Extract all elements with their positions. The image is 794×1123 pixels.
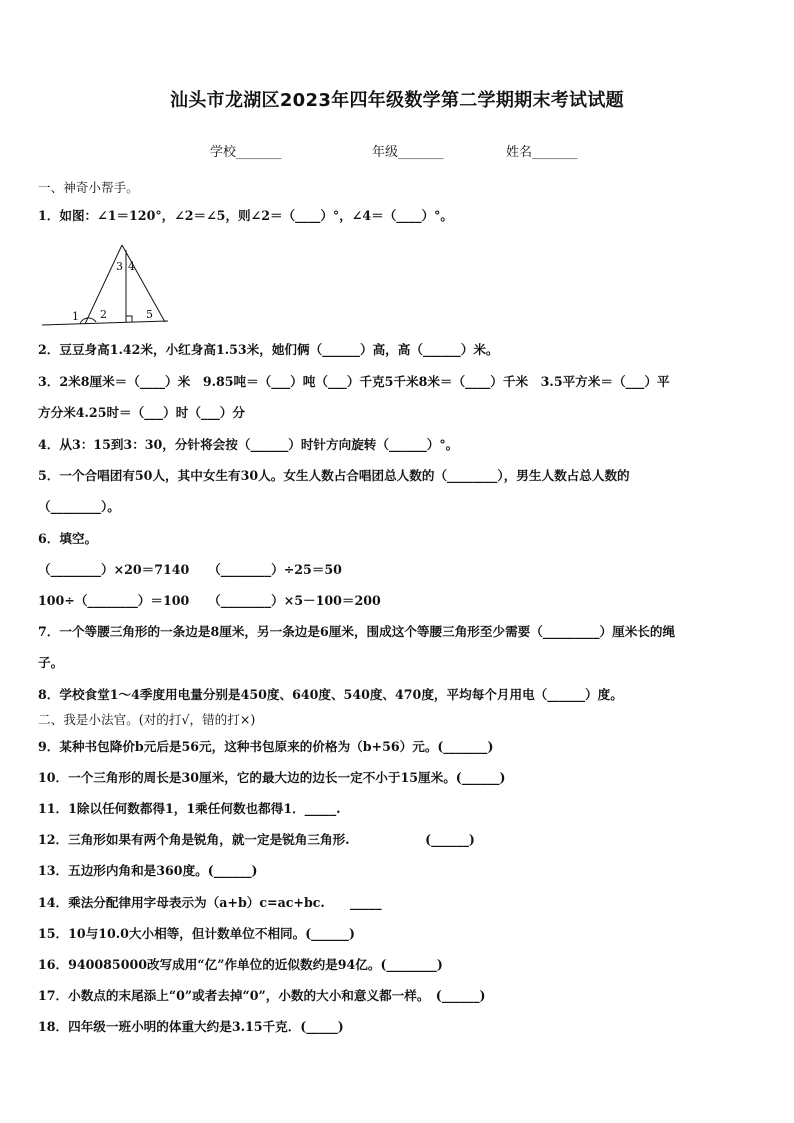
question-18: 18．四年级一班小明的体重大约是3.15千克．(_____) xyxy=(38,1019,344,1034)
question-6-row1: （________）×20＝7140 （________）÷25＝50 xyxy=(38,562,342,577)
question-10: 10．一个三角形的周长是30厘米，它的最大边的边长一定不小于15厘米。(______) xyxy=(38,770,506,785)
triangle-figure xyxy=(40,240,170,330)
exam-title: 汕头市龙湖区2023年四年级数学第二学期期末考试试题 xyxy=(170,90,624,111)
angle-label-5: 5 xyxy=(146,308,153,321)
school-field: 学校_______ xyxy=(210,145,282,160)
question-13: 13．五边形内角和是360度。(______) xyxy=(38,863,258,878)
question-12: 12．三角形如果有两个角是锐角，就一定是锐角三角形. (______) xyxy=(38,832,475,847)
grade-field: 年级_______ xyxy=(372,145,444,160)
question-14: 14．乘法分配律用字母表示为（a+b）c=ac+bc. _____ xyxy=(38,895,382,910)
angle-label-3: 3 xyxy=(116,260,123,273)
question-6-row2: 100÷（________）＝100 （________）×5－100＝200 xyxy=(38,593,381,608)
question-8: 8．学校食堂1～4季度用电量分别是450度、640度、540度、470度，平均每个月用电（______）度。 xyxy=(38,687,623,702)
angle-label-4: 4 xyxy=(128,260,135,273)
triangle-right-side xyxy=(122,245,165,322)
triangle-diagram xyxy=(40,240,170,330)
question-17: 17．小数点的末尾添上“0”或者去掉“0”，小数的大小和意义都一样。 (______) xyxy=(38,988,486,1003)
question-3-line2: 方分米4.25时＝（___）时（___）分 xyxy=(38,405,245,420)
question-4: 4．从3：15到3：30，分针将会按（______）时针方向旋转（______）°。 xyxy=(38,437,459,452)
question-6: 6．填空。 xyxy=(38,531,98,546)
question-5-line2: （________）。 xyxy=(38,499,120,514)
question-7-line1: 7．一个等腰三角形的一条边是8厘米，另一条边是6厘米，围成这个等腰三角形至少需要（_________）厘米长的绳 xyxy=(38,624,676,639)
section2-heading: 二、我是小法官。(对的打√，错的打×) xyxy=(38,712,256,727)
question-5-line1: 5．一个合唱团有50人，其中女生有30人。女生人数占合唱团总人数的（________），男生人数占总人数的 xyxy=(38,468,630,483)
question-3-line1: 3．2米8厘米＝（____）米 9.85吨＝（___）吨（___）千克5千米8米＝（____）千米 3.5平方米＝（___）平 xyxy=(38,374,670,389)
base-line xyxy=(42,321,168,325)
section1-heading: 一、神奇小帮手。 xyxy=(38,180,139,195)
question-7-line2: 子。 xyxy=(38,655,64,670)
right-angle-mark xyxy=(126,316,132,322)
angle-label-1: 1 xyxy=(72,310,79,323)
question-11: 11．1除以任何数都得1，1乘任何数也都得1．_____. xyxy=(38,801,341,816)
question-9: 9．某种书包降价b元后是56元，这种书包原来的价格为（b+56）元。(_______) xyxy=(38,739,494,754)
question-1: 1．如图：∠1＝120°，∠2＝∠5，则∠2＝（____）°，∠4＝（____）°。 xyxy=(38,208,453,223)
angle-label-2: 2 xyxy=(100,308,107,321)
question-2: 2．豆豆身高1.42米，小红身高1.53米，她们俩（______）高，高（______）米。 xyxy=(38,342,499,357)
name-field: 姓名_______ xyxy=(506,145,578,160)
question-16: 16．940085000改写成用“亿”作单位的近似数约是94亿。(________) xyxy=(38,957,443,972)
question-15: 15．10与10.0大小相等，但计数单位不相同。(______) xyxy=(38,926,355,941)
